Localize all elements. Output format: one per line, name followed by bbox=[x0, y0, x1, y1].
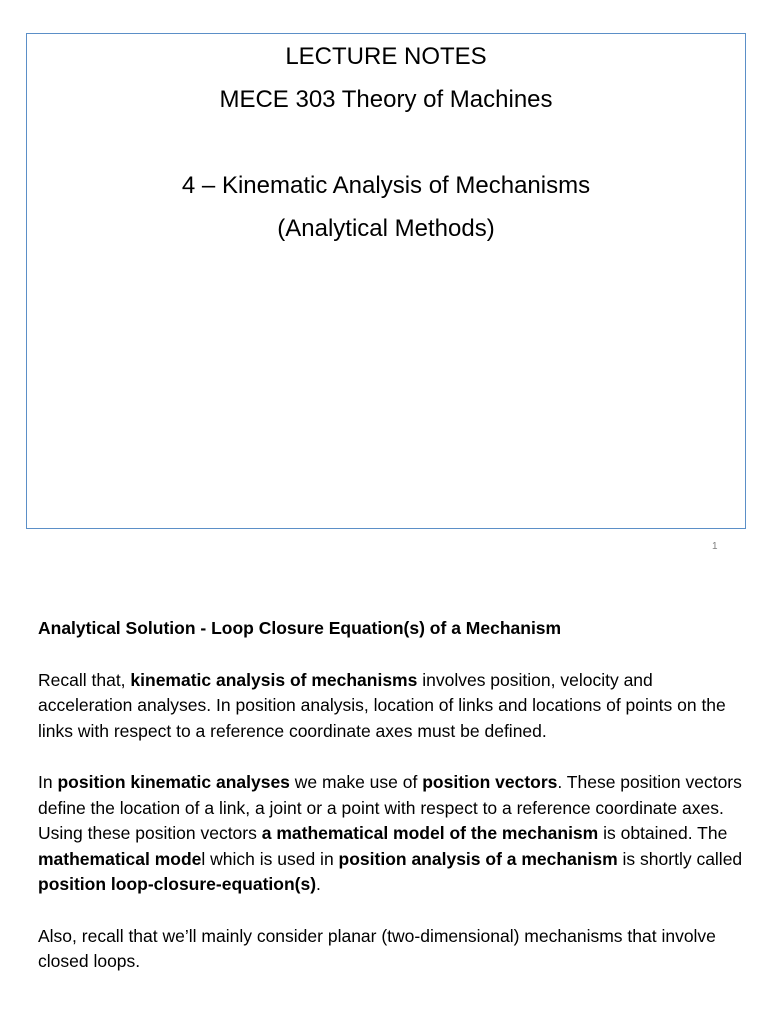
text-run: is obtained. The bbox=[598, 823, 728, 843]
text-run: . These position vectors define the location of a link, a joint or a point with respect to a reference coordinate axes. Using these position vectors bbox=[38, 772, 742, 843]
section-heading bbox=[38, 616, 748, 642]
text-run: . bbox=[316, 874, 321, 894]
paragraph-position-vectors bbox=[38, 770, 748, 898]
bold-run: position analysis of a mechanism bbox=[338, 848, 618, 869]
text-run: Recall that, bbox=[38, 669, 131, 690]
chapter-subtitle: (Analytical Methods) bbox=[277, 215, 495, 242]
text-run: involves position, velocity and acceleration analyses. In position analysis, location of links and locations of points on the links with respect to a reference coordinate axes must be defined. bbox=[38, 669, 726, 741]
chapter-title: 4 – Kinematic Analysis of Mechanisms bbox=[181, 172, 591, 199]
text-run: we make use of bbox=[289, 772, 423, 792]
section-heading-text: Analytical Solution - Loop Closure Equation(s) of a Mechanism bbox=[38, 618, 562, 638]
text-run: is shortly called bbox=[617, 848, 743, 869]
notes-body bbox=[38, 616, 748, 975]
course-title: MECE 303 Theory of Machines bbox=[219, 86, 553, 113]
slide-title: LECTURE NOTES bbox=[285, 43, 487, 70]
bold-run: position kinematic analyses bbox=[57, 772, 290, 792]
bold-run: mathematical mode bbox=[38, 848, 202, 869]
paragraph-planar: Also, recall that we’ll mainly consider planar (two-dimensional) mechanisms that involve closed loops. bbox=[38, 925, 716, 971]
slide-frame bbox=[26, 33, 746, 529]
page-number: 1 bbox=[712, 541, 718, 552]
paragraph-recall bbox=[38, 668, 748, 745]
bold-run: position vectors bbox=[422, 772, 558, 792]
text-run: l which is used in bbox=[201, 848, 339, 869]
bold-run: a mathematical model of the mechanism bbox=[261, 823, 599, 843]
text-run: In bbox=[38, 772, 58, 792]
bold-run: kinematic analysis of mechanisms bbox=[130, 669, 418, 690]
bold-run: position loop-closure-equation(s) bbox=[38, 874, 317, 894]
